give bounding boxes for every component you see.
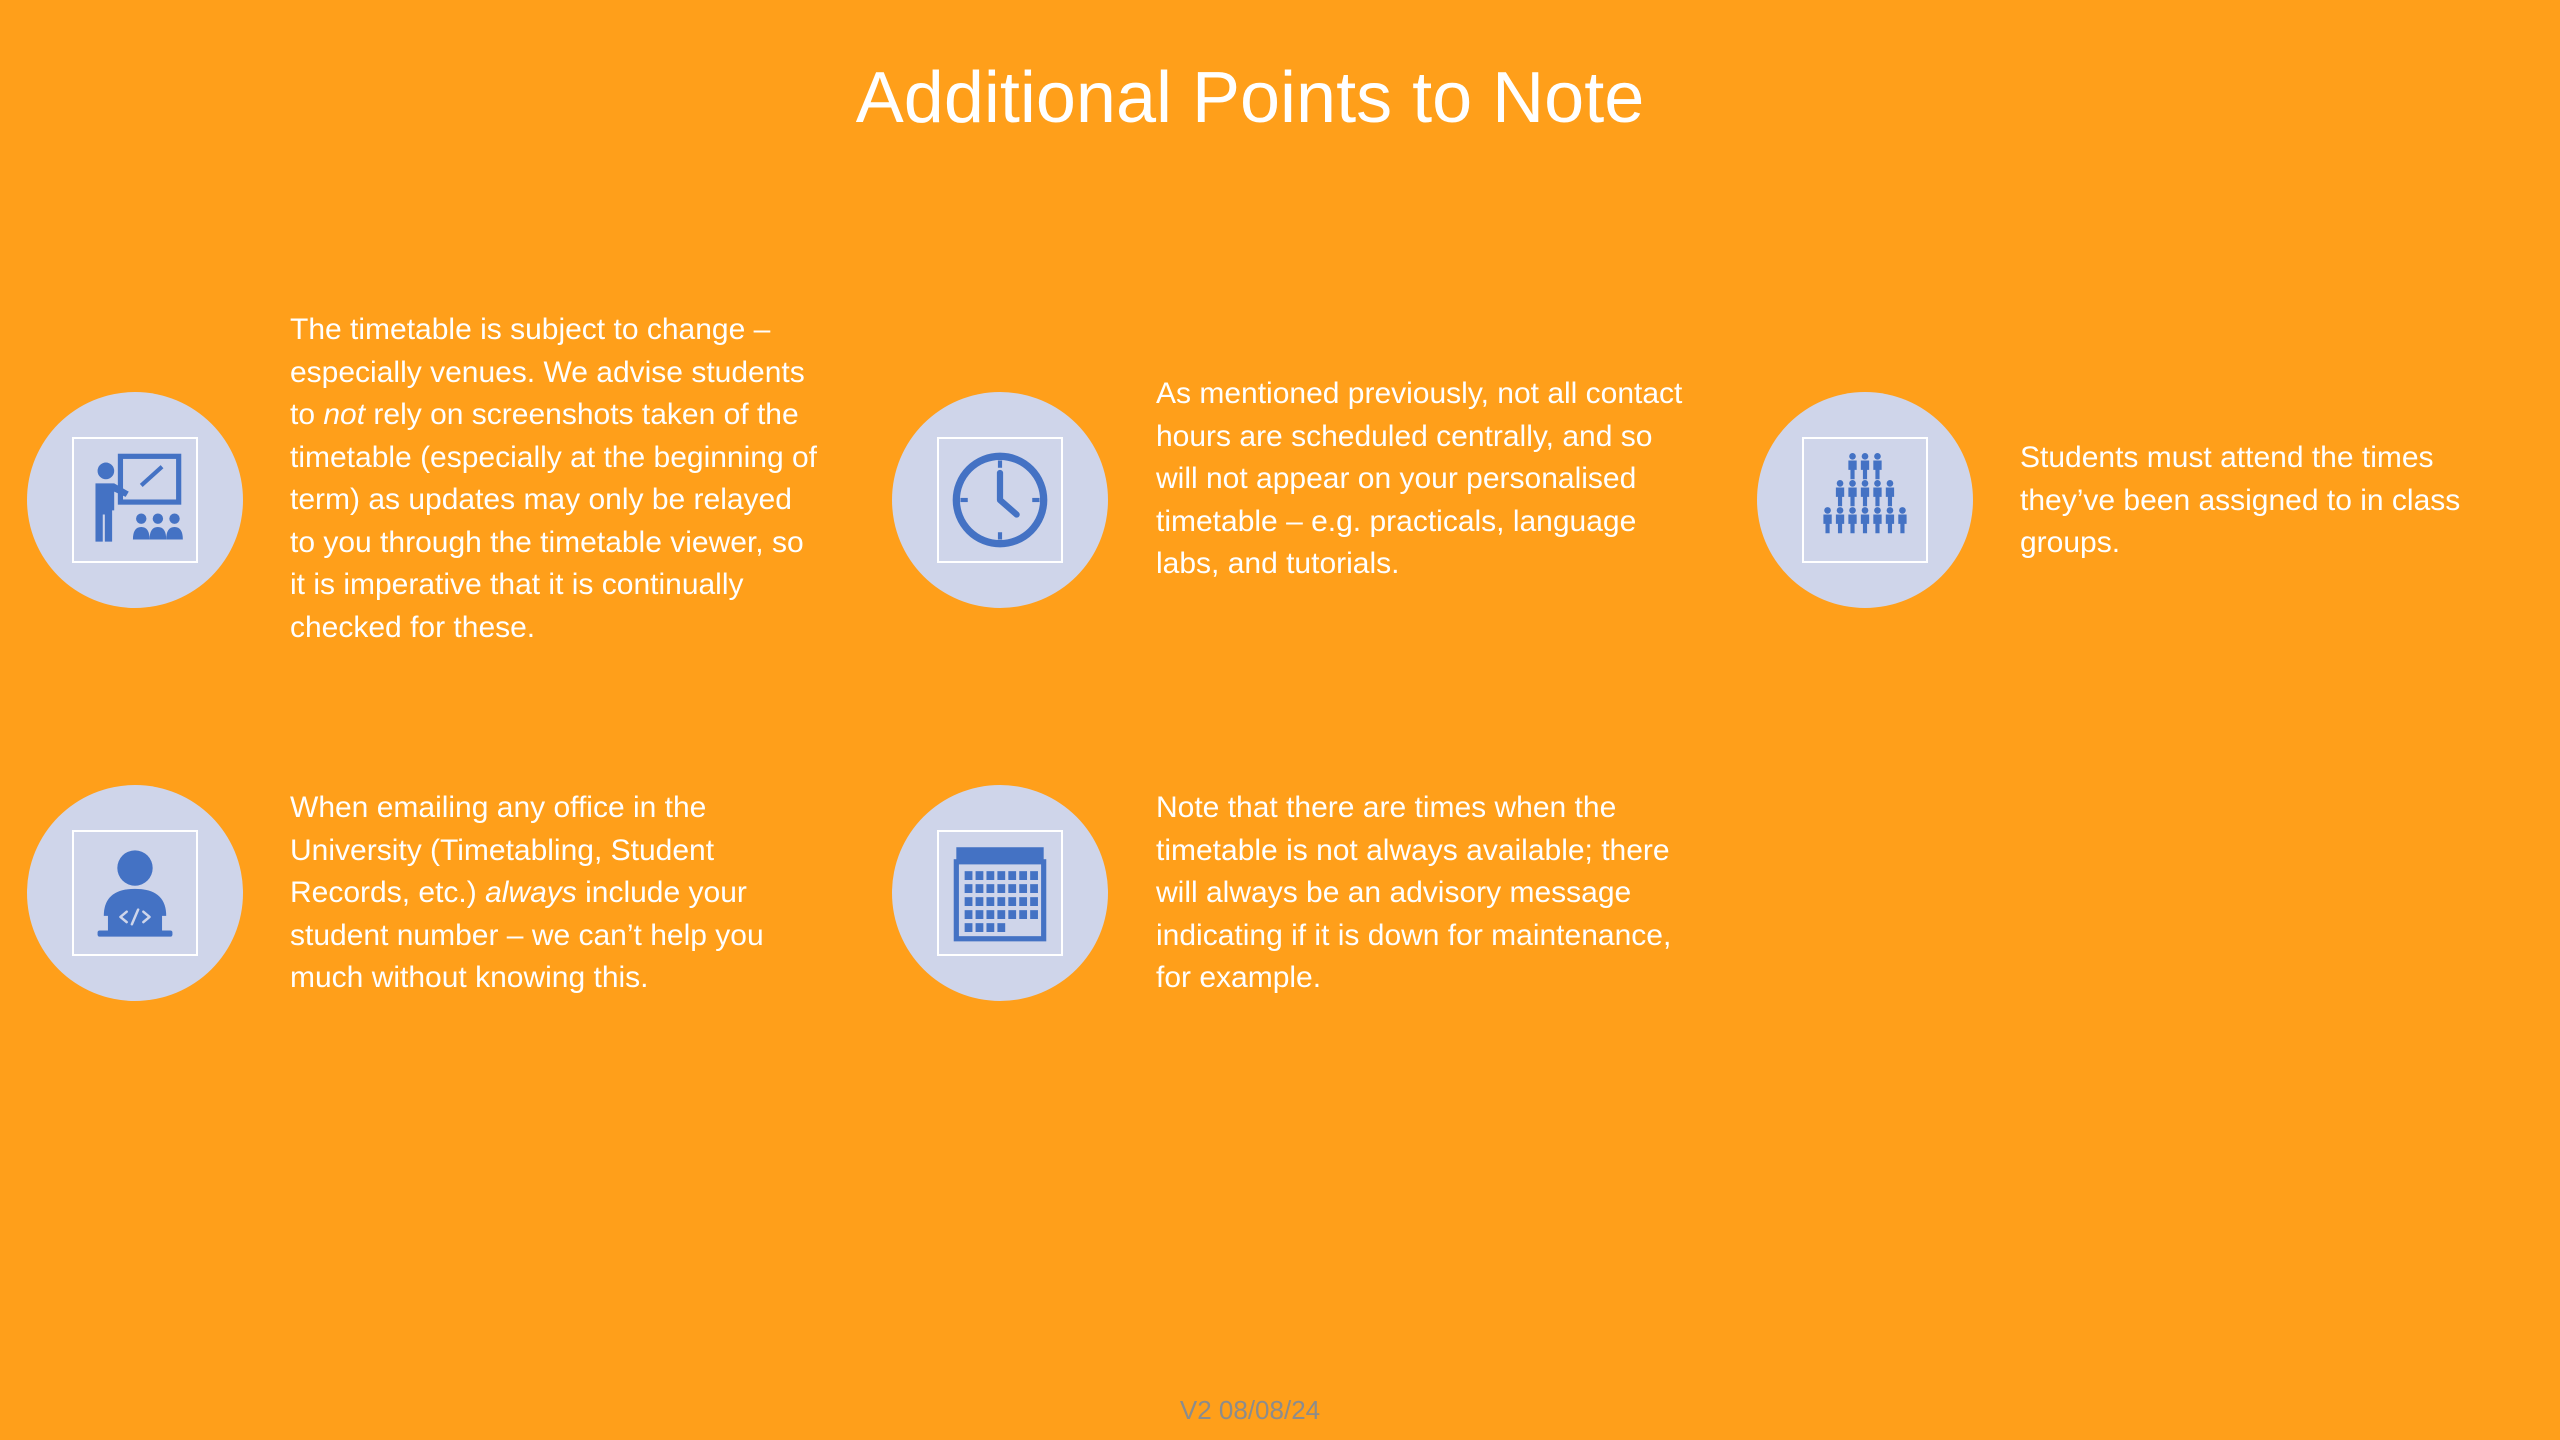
people-group-icon (1802, 437, 1928, 563)
icon-circle (27, 392, 243, 608)
calendar-icon (937, 830, 1063, 956)
teacher-presentation-icon (72, 437, 198, 563)
note-text: The timetable is subject to change – especially venues. We advise students to not rely on screenshots taken of the timetable (especially at the beginning of term) as updates may only be relayed to you through the timetable viewer, so it is imperative that it is continually checked for these. (290, 313, 817, 644)
slide-title: Additional Points to Note (855, 58, 1645, 138)
icon-circle (1757, 392, 1973, 608)
version-footer: V2 08/08/24 (1179, 1395, 1321, 1425)
icon-circle (27, 785, 243, 1001)
note-text: As mentioned previously, not all contact hours are scheduled centrally, and so will not appear on your personalised timetable – e.g. practicals, language labs, and tutorials. (1156, 377, 1683, 580)
clock-icon (937, 437, 1063, 563)
note-text: When emailing any office in the University (Timetabling, Student Records, etc.) always include your student number – we can’t help you much without knowing this. (290, 791, 764, 994)
note-text: Note that there are times when the timetable is not always available; there will always be an advisory message indicating if it is down for maintenance, for example. (1156, 791, 1672, 994)
icon-circle (892, 392, 1108, 608)
note-text: Students must attend the times they’ve been assigned to in class groups. (2020, 441, 2461, 559)
icon-circle (892, 785, 1108, 1001)
user-laptop-icon (72, 830, 198, 956)
